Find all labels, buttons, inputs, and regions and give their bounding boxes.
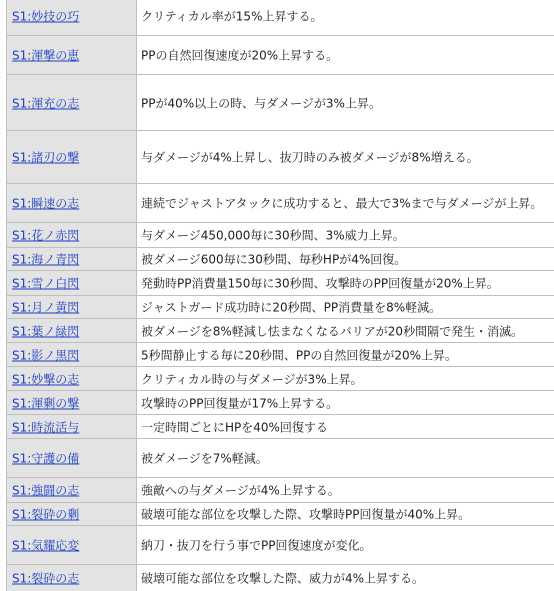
augment-name-link[interactable]: S1:強闘の志 (12, 483, 80, 498)
row-divider (6, 270, 554, 271)
augment-name-link[interactable]: S1:裂砕の剰 (12, 507, 80, 522)
desc-cell (137, 0, 554, 35)
table-row (0, 184, 554, 222)
row-divider (6, 74, 554, 75)
augment-description: 破壊可能な部位を攻撃した際、威力が4%上昇する。 (141, 571, 425, 586)
augment-description: 与ダメージ450,000毎に30秒間、3%威力上昇。 (141, 228, 405, 243)
table-row (0, 75, 554, 130)
row-divider (6, 35, 554, 36)
desc-cell (137, 131, 554, 183)
table-row (0, 439, 554, 477)
desc-cell (137, 75, 554, 130)
desc-cell (137, 319, 554, 342)
augment-name-link[interactable]: S1:時流活与 (12, 420, 80, 434)
row-divider (6, 438, 554, 439)
augment-name-link[interactable]: S1:諸刃の撃 (12, 150, 80, 165)
desc-cell (137, 296, 554, 318)
name-cell (6, 248, 137, 270)
row-divider (6, 502, 554, 503)
augment-description: 強敵への与ダメージが4%上昇する。 (141, 483, 340, 498)
augment-name-link[interactable]: S1:妙技の巧 (12, 9, 80, 24)
table-row (0, 36, 554, 74)
table-row (0, 271, 554, 295)
name-cell (6, 75, 137, 130)
table-row (0, 391, 554, 414)
table-row (0, 478, 554, 502)
row-divider (6, 295, 554, 296)
augment-name-link[interactable]: S1:守護の備 (12, 451, 80, 466)
name-cell (6, 271, 137, 295)
augment-description: 被ダメージを7%軽減。 (141, 451, 268, 466)
row-divider (6, 342, 554, 343)
name-cell (6, 565, 137, 591)
row-divider (6, 366, 554, 367)
augment-description: 与ダメージが4%上昇し、抜刀時のみ被ダメージが8%増える。 (141, 150, 479, 165)
desc-cell (137, 248, 554, 270)
desc-cell (137, 391, 554, 414)
row-divider (6, 564, 554, 565)
table-row (0, 503, 554, 525)
augment-description: PPの自然回復速度が20%上昇する。 (141, 48, 339, 63)
table-row (0, 296, 554, 318)
augment-name-link[interactable]: S1:裂砕の志 (12, 571, 80, 586)
row-divider (6, 390, 554, 391)
augment-name-link[interactable]: S1:渾剰の撃 (12, 396, 80, 410)
table-row (0, 565, 554, 591)
name-cell (6, 439, 137, 477)
desc-cell (137, 503, 554, 525)
table-row (0, 248, 554, 270)
table-row (0, 415, 554, 438)
augment-name-link[interactable]: S1:花ノ赤閃 (12, 228, 80, 243)
row-divider (6, 318, 554, 319)
augment-name-link[interactable]: S1:葉ノ緑閃 (12, 324, 80, 338)
desc-cell (137, 367, 554, 390)
augment-description: クリティカル時の与ダメージが3%上昇。 (141, 372, 363, 386)
name-cell (6, 503, 137, 525)
desc-cell (137, 36, 554, 74)
desc-cell (137, 271, 554, 295)
desc-cell (137, 478, 554, 502)
table-row (0, 223, 554, 247)
row-divider (6, 525, 554, 526)
name-cell (6, 526, 137, 564)
augment-name-link[interactable]: S1:瞬速の志 (12, 196, 80, 211)
augment-name-link[interactable]: S1:渾充の志 (12, 96, 80, 110)
augment-name-link[interactable]: S1:気耀応変 (12, 538, 80, 553)
row-divider (6, 130, 554, 131)
table-row (0, 131, 554, 183)
augment-name-link[interactable]: S1:妙撃の志 (12, 372, 80, 386)
table-row (0, 343, 554, 366)
desc-cell (137, 439, 554, 477)
table-row (0, 0, 554, 35)
row-divider (6, 247, 554, 248)
augment-description: 被ダメージ600毎に30秒間、毎秒HPが4%回復。 (141, 252, 407, 267)
augment-description: 5秒間静止する毎に20秒間、PPの自然回復量が20%上昇。 (141, 348, 458, 362)
augment-description: 破壊可能な部位を攻撃した際、攻撃時PP回復量が40%上昇。 (141, 507, 471, 522)
desc-cell (137, 415, 554, 438)
row-divider (6, 414, 554, 415)
name-cell (6, 36, 137, 74)
name-cell (6, 319, 137, 342)
name-cell (6, 296, 137, 318)
augment-description: 発動時PP消費量150毎に30秒間、攻撃時のPP回復量が20%上昇。 (141, 276, 499, 291)
name-cell (6, 223, 137, 247)
augment-description: 連続でジャストアタックに成功すると、最大で3%まで与ダメージが上昇。 (141, 196, 543, 211)
augment-name-link[interactable]: S1:海ノ青閃 (12, 252, 80, 267)
augment-description: ジャストガード成功時に20秒間、PP消費量を8%軽減。 (141, 300, 442, 315)
name-cell (6, 0, 137, 35)
desc-cell (137, 343, 554, 366)
table-row (0, 319, 554, 342)
name-cell (6, 391, 137, 414)
augment-description: 一定時間ごとにHPを40%回復する (141, 420, 328, 434)
augment-description: 攻撃時のPP回復量が17%上昇する。 (141, 396, 339, 410)
row-divider (6, 477, 554, 478)
table-row (0, 526, 554, 564)
desc-cell (137, 565, 554, 591)
augment-description: PPが40%以上の時、与ダメージが3%上昇。 (141, 96, 381, 110)
desc-cell (137, 223, 554, 247)
augment-name-link[interactable]: S1:渾撃の恵 (12, 48, 80, 63)
augment-name-link[interactable]: S1:影ノ黒閃 (12, 348, 80, 362)
desc-cell (137, 184, 554, 222)
name-cell (6, 415, 137, 438)
name-cell (6, 343, 137, 366)
desc-cell (137, 526, 554, 564)
name-cell (6, 367, 137, 390)
name-cell (6, 478, 137, 502)
augment-name-link[interactable]: S1:雪ノ白閃 (12, 276, 80, 291)
augment-description: 納刀・抜刀を行う事でPP回復速度が変化。 (141, 538, 372, 553)
row-divider (6, 222, 554, 223)
augment-description: 被ダメージを8%軽減し怯まなくなるバリアが20秒間隔で発生・消滅。 (141, 324, 524, 338)
name-cell (6, 131, 137, 183)
augment-name-link[interactable]: S1:月ノ黄閃 (12, 300, 80, 315)
name-cell (6, 184, 137, 222)
table-row (0, 367, 554, 390)
row-divider (6, 183, 554, 184)
augment-description: クリティカル率が15%上昇する。 (141, 9, 323, 24)
